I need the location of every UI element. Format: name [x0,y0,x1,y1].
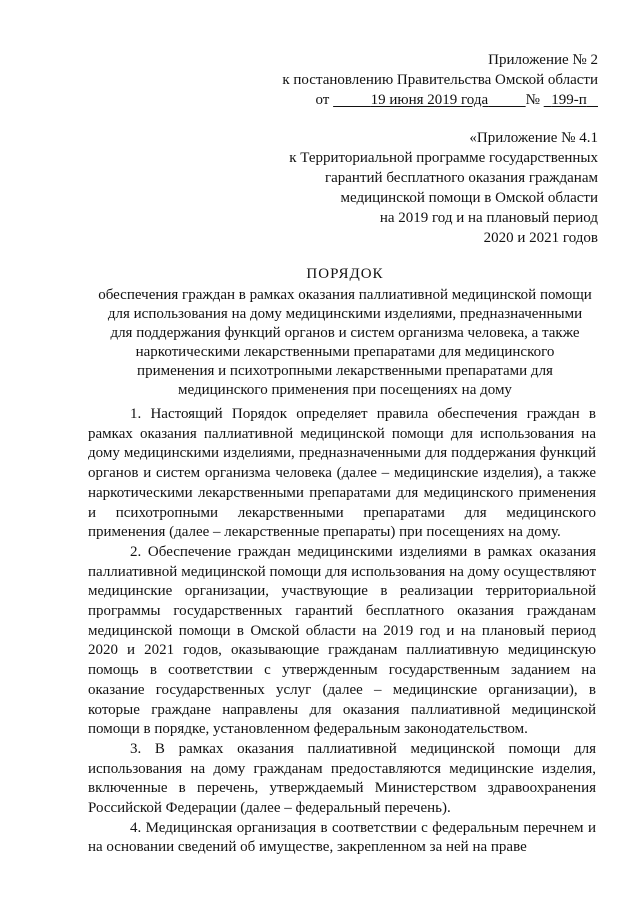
title-line: обеспечения граждан в рамках оказания паллиативной медицинской помощи [98,287,592,303]
title-heading: ПОРЯДОК [306,266,384,282]
program-appendix-line: гарантий бесплатного оказания гражданам [324,170,598,186]
paragraph-2: 2. Обеспечение граждан медицинскими изделиями в рамках оказания паллиативной медицинской помощи для использования на дому осуществляют медицинские организации, участвующие в реализации территориальной программы государственных гарантий бесплатного оказания гражданам медицинской помощи в Омской области на 2019 год и на плановый период 2020 и 2021 годов, оказывающие гражданам паллиативную медицинскую помощь в соответствии с утвержденным государственным заданием на оказание государственных услуг (далее – медицинские организации), в которые граждане направлены для оказания паллиативной медицинской помощи в порядке, установленном федеральным законодательством. [88,543,596,738]
resolution-reference: к постановлению Правительства Омской области [282,72,598,88]
from-label: от [315,92,330,108]
program-appendix-line: на 2019 год и на плановый период [379,210,598,226]
program-appendix-line: к Территориальной программе государственных [289,150,598,166]
title-line: для поддержания функций органов и систем организма человека, а также [110,325,580,341]
title-line: наркотическими лекарственными препаратами для медицинского [135,344,555,360]
resolution-date-number [238,90,598,110]
resolution-number: 199-п [551,92,587,108]
document-title [80,265,610,400]
number-label: № [525,92,540,108]
document-body [88,405,596,858]
title-line: применения и психотропными лекарственными препаратами для [137,363,553,379]
appendix-header [238,50,598,110]
title-line: для использования на дому медицинскими изделиями, предназначенными [107,306,583,322]
program-appendix-header [178,128,598,248]
program-appendix-line: «Приложение № 4.1 [469,130,598,146]
appendix-number: Приложение № 2 [488,52,598,68]
title-line: медицинского применения при посещениях на дому [178,382,512,398]
program-appendix-line: 2020 и 2021 годов [483,230,598,246]
paragraph-3: 3. В рамках оказания паллиативной медицинской помощи для использования на дому гражданам предоставляются медицинские изделия, включенные в перечень, утверждаемый Министерством здравоохранения Российской Федерации (далее – федеральный перечень). [88,740,596,817]
paragraph-4: 4. Медицинская организация в соответствии с федеральным перечнем и на основании сведений об имуществе, закрепленном за ней на праве [88,819,596,856]
paragraph-1: 1. Настоящий Порядок определяет правила обеспечения граждан в рамках оказания паллиативной медицинской помощи для использования на дому медицинскими изделиями, предназначенными для поддержания функций органов и систем организма человека (далее – медицинские изделия), а также наркотическими лекарственными препаратами для медицинского применения и психотропными лекарственными препаратами для медицинского применения (далее – лекарственные препараты) при посещениях на дому. [88,406,596,541]
resolution-date: 19 июня 2019 года [370,92,489,108]
program-appendix-line: медицинской помощи в Омской области [340,190,598,206]
